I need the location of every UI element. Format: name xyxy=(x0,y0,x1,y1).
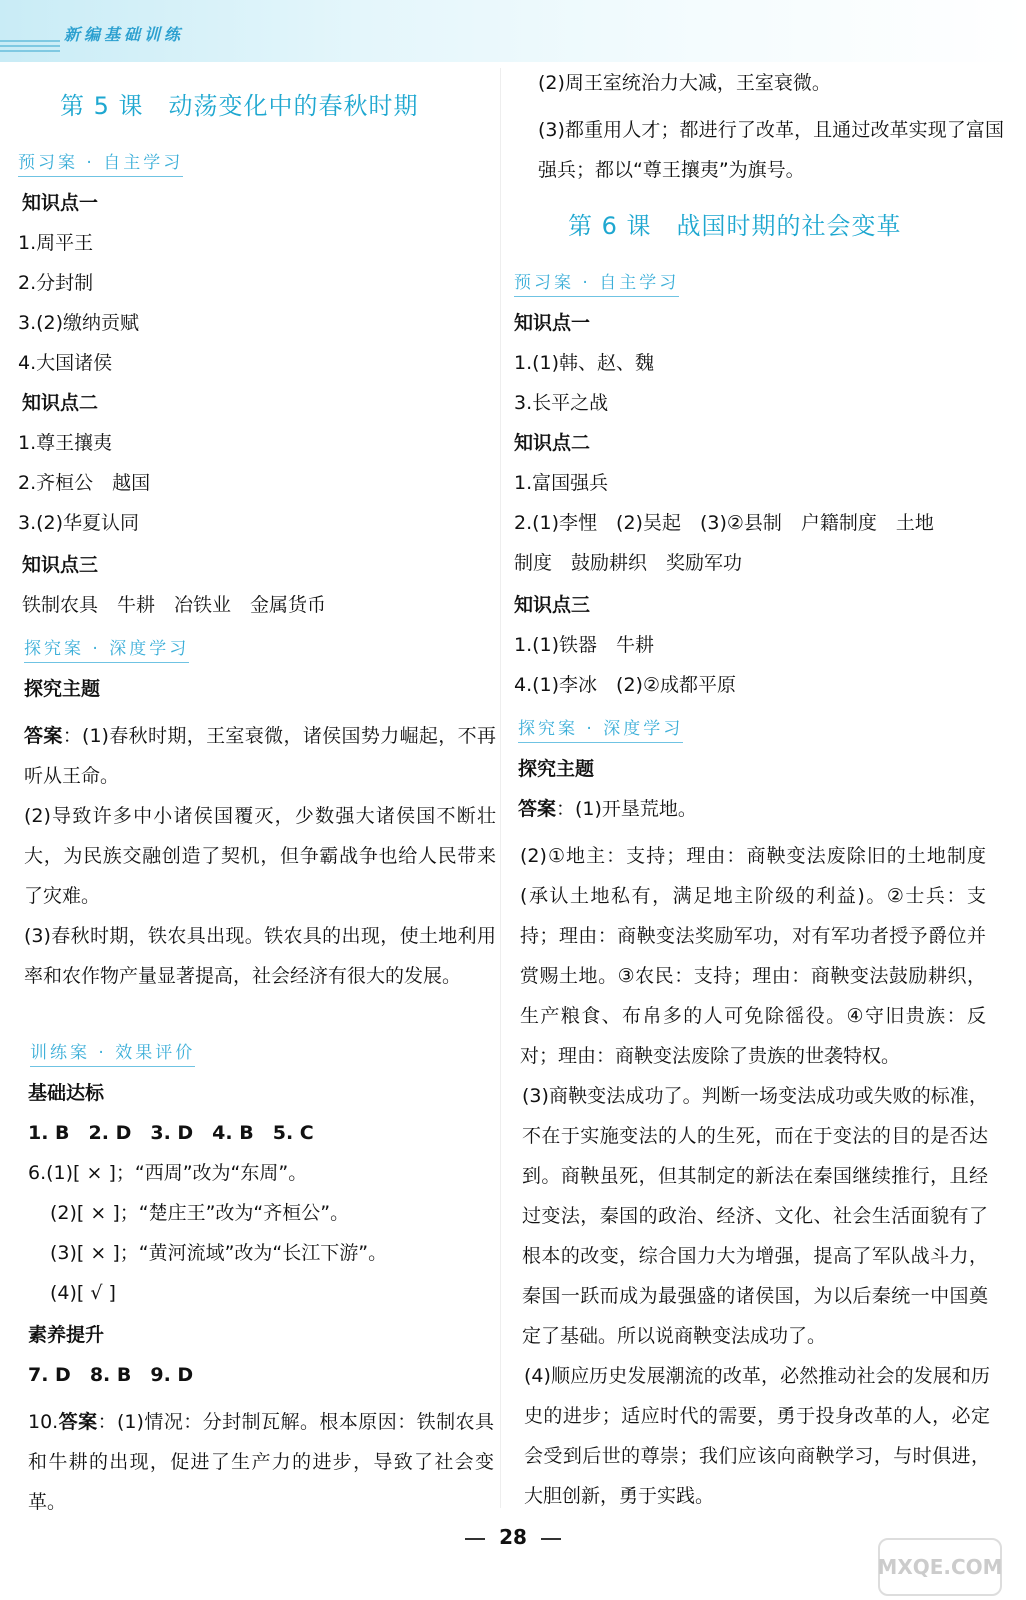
list-item: (4)[ √ ] xyxy=(50,1282,116,1304)
page-number xyxy=(0,1525,1026,1549)
answer-paragraph xyxy=(24,716,496,796)
answer-label: 答案 xyxy=(518,798,557,820)
dash-decoration xyxy=(465,1538,485,1540)
lesson-6-title: 第 6 课 战国时期的社会变革 xyxy=(568,212,902,240)
explore-theme: 探究主题 xyxy=(24,678,101,700)
list-item: 1.(1)铁器 牛耕 xyxy=(514,634,655,656)
section-practice: 训练案 · 效果评价 xyxy=(30,1038,195,1067)
mc-answers: 7. D 8. B 9. D xyxy=(28,1364,194,1386)
advance-title: 素养提升 xyxy=(28,1324,105,1346)
list-item: (3)[ × ]；“黄河流域”改为“长江下游”。 xyxy=(50,1242,388,1264)
section-preview: 预习案 · 自主学习 xyxy=(18,148,183,177)
answer-paragraph: (2)导致许多中小诸侯国覆灭，少数强大诸侯国不断壮大，为民族交融创造了契机，但争霸战争也给人民带来了灾难。 xyxy=(24,805,496,907)
answer-text: ：(1)情况：分封制瓦解。根本原因：铁制农具和牛耕的出现，促进了生产力的进步，导致了社会变革。 xyxy=(28,1411,494,1513)
answer-paragraph xyxy=(518,796,697,822)
answer-paragraph: (4)顺应历史发展潮流的改革，必然推动社会的发展和历史的进步；适应时代的需要，勇于投身改革的人，必定会受到后世的尊崇；我们应该向商鞅学习，与时俱进，大胆创新，勇于实践。 xyxy=(524,1365,990,1507)
knowledge-point-3: 知识点三 xyxy=(22,554,99,576)
list-item: 6.(1)[ × ]；“西周”改为“东周”。 xyxy=(28,1162,308,1184)
list-item: (2)[ × ]；“楚庄王”改为“齐桓公”。 xyxy=(50,1202,350,1224)
list-item: 1.富国强兵 xyxy=(514,472,609,494)
knowledge-point-1: 知识点一 xyxy=(514,312,591,334)
answer-label: 答案 xyxy=(24,725,63,747)
answer-label: 答案 xyxy=(58,1411,98,1433)
list-item: 2.齐桓公 越国 xyxy=(18,472,151,494)
answer-text: ：(1)开垦荒地。 xyxy=(556,798,697,820)
answer-paragraph: (3)商鞅变法成功了。判断一场变法成功或失败的标准，不在于实施变法的人的生死，而在于变法的目的是否达到。商鞅虽死，但其制定的新法在秦国继续推行，且经过变法，秦国的政治、经济、文化、社会生活面貌有了根本的改变，综合国力大为增强，提高了军队战斗力，秦国一跃而成为最强盛的诸侯国，为以后秦统一中国奠定了基础。所以说商鞅变法成功了。 xyxy=(522,1085,988,1347)
list-item: 4.(1)李冰 (2)②成都平原 xyxy=(514,674,736,696)
list-item: 2.分封制 xyxy=(18,272,94,294)
basic-title: 基础达标 xyxy=(28,1082,105,1104)
knowledge-point-2: 知识点二 xyxy=(514,432,591,454)
list-item: 制度 鼓励耕织 奖励军功 xyxy=(514,552,743,574)
list-item: 4.大国诸侯 xyxy=(18,352,113,374)
answer-text: ：(1)春秋时期，王室衰微，诸侯国势力崛起，不再听从王命。 xyxy=(24,725,496,787)
section-explore: 探究案 · 深度学习 xyxy=(24,634,189,663)
question-number: 10. xyxy=(28,1411,59,1433)
list-item: 2.(1)李悝 (2)吴起 (3)②县制 户籍制度 土地 xyxy=(514,512,934,534)
lesson-5-title: 第 5 课 动荡变化中的春秋时期 xyxy=(60,92,419,120)
list-item: 1.周平王 xyxy=(18,232,94,254)
list-item: 3.(2)华夏认同 xyxy=(18,512,140,534)
section-explore: 探究案 · 深度学习 xyxy=(518,714,683,743)
knowledge-point-2: 知识点二 xyxy=(22,392,99,414)
book-title: 新编基础训练 xyxy=(64,25,185,44)
mc-answers: 1. B 2. D 3. D 4. B 5. C xyxy=(28,1122,314,1144)
list-item: 3.(2)缴纳贡赋 xyxy=(18,312,140,334)
answer-paragraph xyxy=(28,1402,494,1522)
list-item: 铁制农具 牛耕 冶铁业 金属货币 xyxy=(22,594,327,616)
list-item: (2)周王室统治力大减，王室衰微。 xyxy=(538,72,831,94)
page-number-text: 28 xyxy=(499,1525,527,1549)
knowledge-point-1: 知识点一 xyxy=(22,192,99,214)
answer-paragraph: (3)春秋时期，铁农具出现。铁农具的出现，使土地利用率和农作物产量显著提高，社会经济有很大的发展。 xyxy=(24,925,496,987)
knowledge-point-3: 知识点三 xyxy=(514,594,591,616)
header-decoration xyxy=(0,40,60,54)
list-item: 1.(1)韩、赵、魏 xyxy=(514,352,655,374)
section-preview: 预习案 · 自主学习 xyxy=(514,268,679,297)
dash-decoration xyxy=(541,1538,561,1540)
column-divider xyxy=(500,68,501,1508)
answer-paragraph: (2)①地主：支持；理由：商鞅变法废除旧的土地制度(承认土地私有，满足地主阶级的利益)。②士兵：支持；理由：商鞅变法奖励军功，对有军功者授予爵位并赏赐土地。③农民：支持；理由：商鞅变法鼓励耕织，生产粮食、布帛多的人可免除徭役。④守旧贵族：反对；理由：商鞅变法废除了贵族的世袭特权。 xyxy=(520,845,986,1067)
list-item: 3.长平之战 xyxy=(514,392,609,414)
explore-theme: 探究主题 xyxy=(518,758,595,780)
list-item: 1.尊王攘夷 xyxy=(18,432,113,454)
watermark-logo: MXQE.COM xyxy=(878,1538,1002,1596)
answer-paragraph: (3)都重用人才；都进行了改革，且通过改革实现了富国强兵；都以“尊王攘夷”为旗号。 xyxy=(538,119,1004,181)
